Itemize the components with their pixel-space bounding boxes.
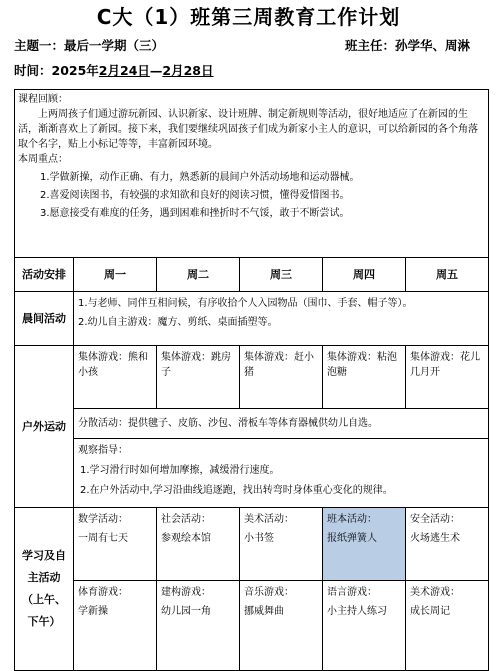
activity-category: 音乐游戏： (244, 587, 294, 598)
day-header: 周五 (406, 258, 489, 292)
focus-heading: 本周重点： (18, 154, 68, 165)
time-label: 时间：2025年 (14, 63, 99, 78)
learning-row-2 (15, 581, 489, 671)
activity-name: 成长周记 (410, 606, 450, 617)
activity-category: 体育游戏： (78, 587, 128, 598)
morning-content (74, 292, 489, 346)
outdoor-label: 户外运动 (15, 346, 74, 508)
activity-name: 一周有七天 (78, 533, 128, 544)
observe-content (74, 439, 489, 508)
activity-cell (406, 581, 489, 671)
activity-cell (240, 581, 323, 671)
review-heading: 课程回顾： (18, 94, 68, 105)
teacher-value: 孙学华、周淋 (395, 38, 471, 53)
morning-row (15, 292, 489, 346)
observe-item: 2.在户外活动中,学习沿曲线追逐跑，找出转弯时身体重心变化的规律。 (80, 485, 393, 496)
activity-cell (323, 581, 406, 671)
outdoor-game: 集体游戏：赶小猪 (240, 346, 323, 409)
day-header: 周四 (323, 258, 406, 292)
observe-heading: 观察指导： (78, 445, 128, 456)
activity-name: 学新操 (78, 606, 108, 617)
time-start: 2月24日 (98, 63, 150, 78)
outdoor-game: 集体游戏：跳房子 (157, 346, 240, 409)
outdoor-game: 集体游戏：花儿几月开 (406, 346, 489, 409)
time-sep: — (149, 63, 163, 78)
activity-cell (74, 581, 157, 671)
activity-category: 美术游戏： (410, 587, 460, 598)
focus-item: 1.学做新操，动作正确、有力，熟悉新的晨间户外活动场地和运动器械。 (40, 172, 360, 183)
intro-row (15, 90, 489, 258)
day-header: 周二 (157, 258, 240, 292)
theme-line (14, 37, 164, 55)
learning-label-line: 主活动 (27, 571, 61, 584)
learning-label (15, 508, 74, 671)
focus-item: 3.愿意接受有难度的任务，遇到困难和挫折时不气馁，敢于不断尝试。 (40, 208, 350, 219)
activity-category: 安全活动： (410, 514, 460, 525)
activity-name: 挪威舞曲 (244, 606, 284, 617)
time-line (14, 62, 213, 80)
outdoor-observe-row (15, 439, 489, 508)
activity-category: 美术活动： (244, 514, 294, 525)
scattered-activity: 分散活动：提供毽子、皮筋、沙包、滑板车等体育器械供幼儿自选。 (74, 409, 489, 439)
activity-name: 报纸弹簧人 (327, 533, 377, 544)
morning-label: 晨间活动 (15, 292, 74, 346)
outdoor-game: 集体游戏：粘泡泡糖 (323, 346, 406, 409)
activity-name: 小书签 (244, 533, 274, 544)
activity-name: 小主持人练习 (327, 606, 387, 617)
learning-label-line: 学习及自 (22, 549, 66, 562)
activity-name: 火场逃生术 (410, 533, 460, 544)
learning-label-line: 下午） (27, 615, 61, 628)
activity-cell (157, 508, 240, 581)
learning-row-1 (15, 508, 489, 581)
activity-cell (74, 508, 157, 581)
activity-cell-highlighted (323, 508, 406, 581)
teacher-line (345, 37, 470, 55)
day-header: 周三 (240, 258, 323, 292)
theme-label: 主题一： (14, 38, 65, 53)
morning-item: 2.幼儿自主游戏：魔方、剪纸、桌面插塑等。 (78, 317, 278, 328)
outdoor-scattered-row (15, 409, 489, 439)
activity-category: 语言游戏： (327, 587, 377, 598)
activity-category: 数学活动： (78, 514, 128, 525)
activity-cell (157, 581, 240, 671)
intro-cell (15, 90, 489, 258)
review-text: 上两周孩子们通过游玩新园、认识新家、设计班牌、制定新规则等活动，很好地适应了在新园的生活，渐渐喜欢上了新园。接下来，我们要继续巩固孩子们成为新家小主人的意识，可以给新园的各个角落取个名字，贴上小标记等等，丰富新园环境。 (18, 109, 478, 150)
activity-category: 建构游戏： (161, 587, 211, 598)
activity-name: 参观绘本馆 (161, 533, 211, 544)
outdoor-games-row (15, 346, 489, 409)
theme-value: 最后一学期（三） (64, 38, 165, 53)
learning-label-line: （上午、 (22, 593, 66, 606)
activity-name: 幼儿园一角 (161, 606, 211, 617)
focus-item: 2.喜爱阅读图书，有较强的求知欲和良好的阅读习惯，懂得爱惜图书。 (40, 190, 350, 201)
observe-item: 1.学习滑行时如何增加摩擦，减缓滑行速度。 (80, 465, 280, 476)
teacher-label: 班主任： (345, 38, 396, 53)
activity-category: 社会活动： (161, 514, 211, 525)
morning-item: 1.与老师、同伴互相问候，有序收拾个人入园物品（围巾、手套、帽子等）。 (78, 298, 413, 309)
time-end: 2月28日 (162, 63, 214, 78)
activity-category: 班本活动： (327, 514, 377, 525)
header-row (15, 258, 489, 292)
activity-cell (240, 508, 323, 581)
outdoor-game: 集体游戏：熊和小孩 (74, 346, 157, 409)
activity-cell (406, 508, 489, 581)
page-title: C大（1）班第三周教育工作计划 (96, 5, 401, 29)
header-label: 活动安排 (15, 258, 74, 292)
day-header: 周一 (74, 258, 157, 292)
plan-table (14, 89, 489, 671)
